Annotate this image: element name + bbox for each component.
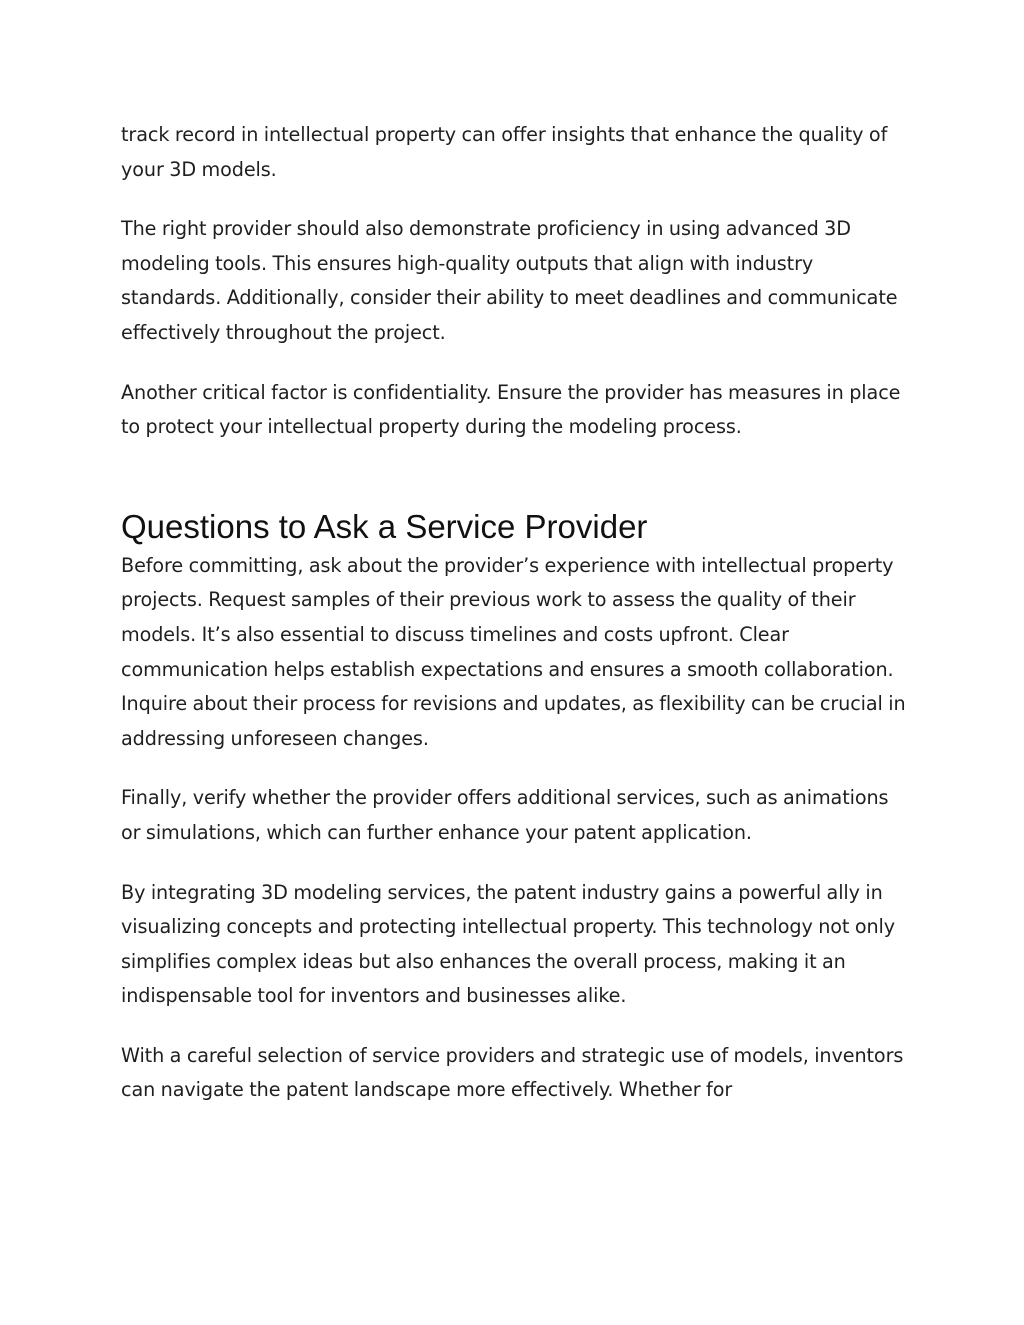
section-heading: Questions to Ask a Service Provider [121,507,648,545]
paragraph-track-record: track record in intellectual property can offer insights that enhance the quality of your 3D models. [121,123,888,181]
paragraph-integrating-3d: By integrating 3D modeling services, the patent industry gains a powerful ally in visualizing concepts and protecting intellectual property. This technology not only simplifies complex ideas but also enhances the overall process, making it an indispensable tool for inventors and businesses alike. [121,880,896,1008]
paragraph-before-committing: Before committing, ask about the provider’s experience with intellectual property projects. Request samples of their previous work to assess the quality of their models. It’s also essential to discuss timelines and costs upfront. Clear communication helps establish expectations and ensures a smooth collaboration. Inquire about their process for revisions and updates, as flexibility can be crucial in addressing unforeseen changes. [121,553,906,750]
paragraph-additional-services: Finally, verify whether the provider offers additional services, such as animations or simulations, which can further enhance your patent application. [121,786,889,844]
paragraph-confidentiality: Another critical factor is confidentiality. Ensure the provider has measures in place to protect your intellectual property during the modeling process. [121,380,901,439]
paragraph-careful-selection: With a careful selection of service providers and strategic use of models, inventors can navigate the patent landscape more effectively. Whether for [121,1043,904,1102]
document-page [121,118,911,1133]
paragraph-provider-proficiency: The right provider should also demonstrate proficiency in using advanced 3D modeling tools. This ensures high-quality outputs that align with industry standards. Additionally, consider their ability to meet deadlines and communicate effectively throughout the project. [121,217,898,344]
